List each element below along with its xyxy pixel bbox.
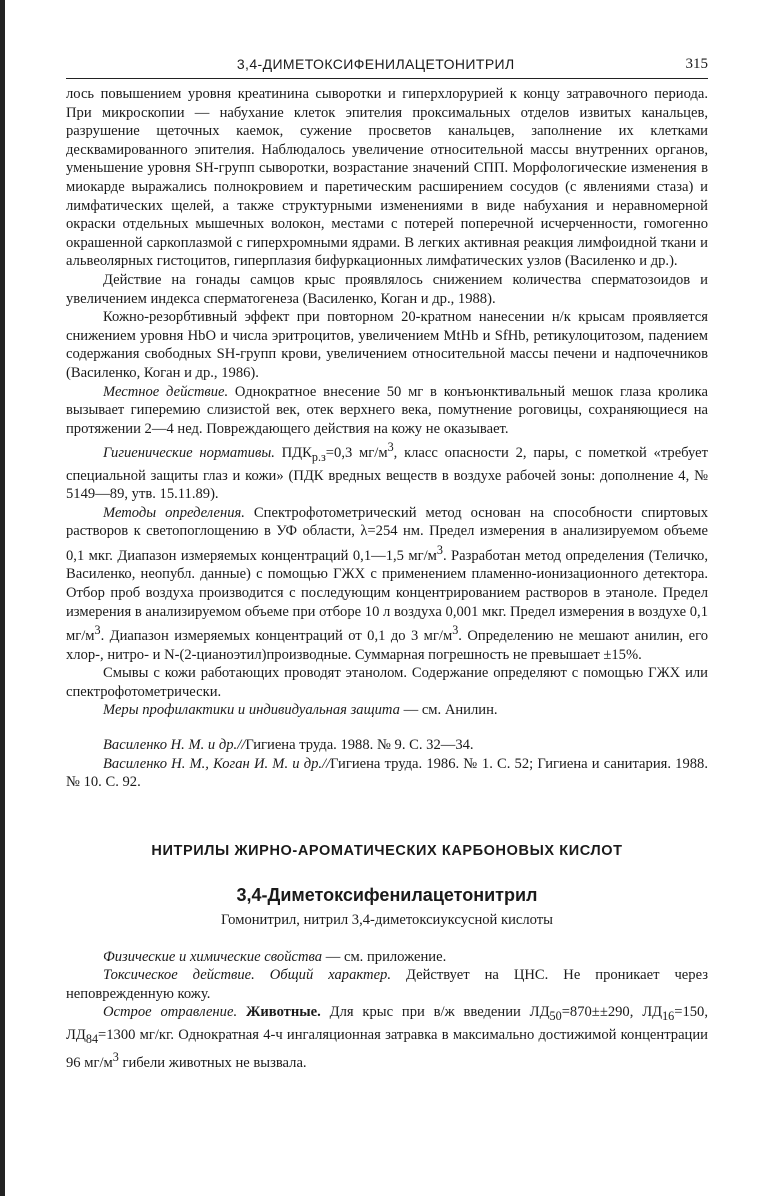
ld-subscript-16: 16 (662, 1009, 675, 1024)
acute-text-3: =150, ЛД (66, 1004, 708, 1043)
reference-authors: Василенко Н. М., Коган И. М. и др.// (103, 755, 331, 772)
paragraph-acute-poisoning (66, 1003, 708, 1072)
acute-text-5: гибели животных не вызвала. (118, 1055, 307, 1072)
methods-sup-3: 3 (452, 623, 459, 638)
paragraph-toxic-action (66, 966, 708, 1003)
acute-title: Острое отравление. (103, 1004, 238, 1021)
prevention-text: — см. Анилин. (399, 702, 498, 719)
methods-text-2: . Разработан метод определения (Теличко, Василенко, неопубл. данные) с помощью ГЖХ с применением пламенно-ионизационного детектора. Отбор проб воздуха производится с последующим концентрированием растворов в этаноле. Предел измерения в анализируемом объеме при отборе 10 л воздуха 0,001 мкг. Предел измерения в воздухе 0,1 мг/м (66, 547, 708, 645)
acute-sup: 3 (112, 1050, 119, 1065)
toxic-title: Токсическое действие. Общий характер. (103, 967, 391, 984)
ld-subscript-84: 84 (85, 1031, 99, 1046)
running-title: 3,4-ДИМЕТОКСИФЕНИЛАЦЕТОНИТРИЛ (236, 56, 515, 73)
physchem-text: — см. приложение. (322, 948, 447, 965)
reference-item (66, 736, 708, 755)
reference-source: Гигиена труда. 1988. № 9. С. 32—34. (245, 737, 474, 754)
local-action-text: Однократное внесение 50 мг в конъюнктивальный мешок глаза кролика вызывает гиперемию слизистой век, отек верхнего века, помутнение роговицы, сохраняющиеся на протяжении 2—4 нед. Повреждающего действия на кожу не оказывает. (66, 383, 708, 437)
hygiene-sup: 3 (387, 440, 394, 455)
physchem-title: Физические и химические свойства (103, 948, 323, 965)
paragraph-local-action (66, 383, 708, 439)
methods-title: Методы определения. (103, 504, 245, 521)
pdk-label: ПДК (274, 445, 312, 462)
page (66, 52, 708, 1073)
prevention-title: Меры профилактики и индивидуальная защита (103, 702, 400, 719)
running-header (66, 52, 708, 79)
page-number: 315 (685, 56, 708, 73)
hygiene-text-2: , класс опасности 2, пары, с пометкой «требует специальной защиты глаз и кожи» (ПДК вредных веществ в воздухе рабочей зоны: дополнение 4, № 5149—89, утв. 15.11.89). (66, 445, 709, 503)
methods-text-4: . Определению не мешают анилин, его хлор-, нитро- и N-(2-цианоэтил)производные. Суммарная погрешность не превышает ±15%. (66, 628, 708, 663)
acute-animals-label: Животные. (237, 1004, 321, 1021)
compound-title: 3,4-Диметоксифенилацетонитрил (236, 885, 538, 906)
paragraph-morphology: лось повышением уровня креатинина сыворотки и гиперхлорурией к концу затравочного периода. При микроскопии — набухание клеток эпителия проксимальных отделов извитых канальцев, разрушение щеточных каемок, сужение просветов канальцев, заполнение их клетками десквамированного эпителия. Наблюдалось увеличение относительной массы внутренних органов, уменьшение уровня SH-групп сыворотки, возрастание значений СПП. Морфологические изменения в миокарде выражались полнокровием и паретическим расширением сосудов (с явлениями стаза) и лимфатических щелей, а также структурными изменениями в виде набухания и неравномерной окраски отдельных мышечных волокон, местами с потерей поперечной исчерченности, гомогенно окрашенной саркоплазмой с гиперхромными ядрами. В легких активная реакция лимфоидной ткани и альвеолярных гистоцитов, гиперплазия бифуркационных лимфатических узлов (Василенко и др.). (66, 86, 708, 270)
toxic-text: Действует на ЦНС. Не проникает через неповрежденную кожу. (66, 967, 708, 1002)
paragraph-prevention (66, 701, 708, 720)
acute-text-4: =1300 мг/кг. Однократная 4-ч ингаляционная затравка в максимально достижимой концентрации 96 мг/м (66, 1026, 708, 1072)
page-spine-edge (0, 0, 5, 1196)
acute-text-1: Для крыс при в/ж введении ЛД (320, 1004, 550, 1021)
pdk-subscript: р.з (311, 450, 326, 465)
methods-sup-1: 3 (436, 543, 443, 558)
methods-text-1: Спектрофотометрический метод основан на способности спиртовых растворов к светопоглощению в УФ области, λ=254 нм. Предел измерения в анализируемом объеме 0,1 мкг. Диапазон измеряемых концентраций 0,1—1,5 мг/м (66, 504, 708, 564)
hygiene-text-1: =0,3 мг/м (325, 445, 388, 462)
local-action-title: Местное действие. (103, 383, 229, 400)
ld-subscript-50: 50 (549, 1009, 562, 1024)
paragraph-skin-wash: Смывы с кожи работающих проводят этанолом. Содержание определяют с помощью ГЖХ или спектрофотометрически. (66, 665, 708, 700)
acute-text-2: =870±±290, ЛД (561, 1004, 663, 1021)
paragraph-gonads: Действие на гонады самцов крыс проявлялось снижением количества сперматозоидов и увеличением индекса сперматогенеза (Василенко, Коган и др., 1988). (66, 271, 708, 307)
paragraph-methods (66, 504, 708, 664)
paragraph-physchem (66, 948, 708, 967)
reference-authors: Василенко Н. М. и др.// (103, 737, 246, 754)
methods-text-3: . Диапазон измеряемых концентраций от 0,1 до 3 мг/м (100, 628, 453, 645)
paragraph-hygiene-norms (66, 438, 708, 504)
paragraph-skin-resorptive: Кожно-резорбтивный эффект при повторном 20-кратном нанесении н/к крысам проявляется снижением уровня HbO и числа эритроцитов, увеличением MtHb и SfHb, ретикулоцитозом, падением содержания свободных SH-групп крови, увеличением относительной массы печени и надпочечников (Василенко, Коган и др., 1986). (66, 309, 708, 381)
reference-item (66, 755, 708, 792)
compound-synonyms: Гомонитрил, нитрил 3,4-диметоксиуксусной кислоты (221, 912, 553, 929)
references (66, 736, 708, 792)
reference-source: Гигиена труда. 1986. № 1. С. 52; Гигиена и санитария. 1988. № 10. С. 92. (66, 755, 708, 791)
methods-sup-2: 3 (94, 623, 101, 638)
section-heading: НИТРИЛЫ ЖИРНО-АРОМАТИЧЕСКИХ КАРБОНОВЫХ КИСЛОТ (151, 842, 623, 859)
hygiene-title: Гигиенические нормативы. (103, 445, 275, 462)
